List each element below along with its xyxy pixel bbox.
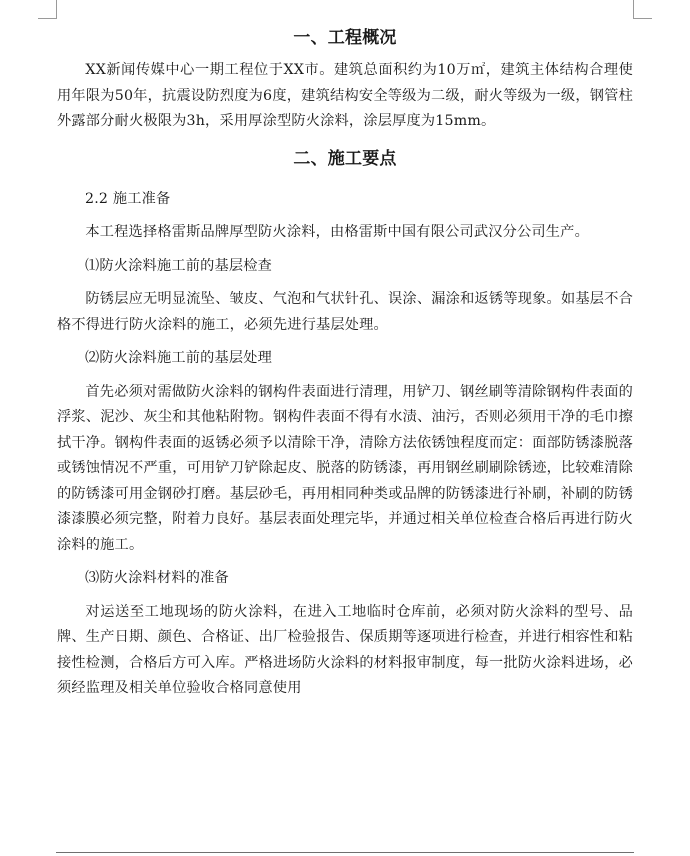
item-3-heading: ⑶防火涂料材料的准备 [85, 570, 229, 586]
crop-mark-top-right-vertical [633, 0, 634, 18]
section-1-paragraph: XX新闻传媒中心一期工程位于XX市。建筑总面积约为10万㎡，建筑主体结构合理使用年限为50年，抗震设防烈度为6度，建筑结构安全等级为二级，耐火等级为一级，钢管柱外露部分耐火极限为3h，采用厚涂型防火涂料，涂层厚度为15mm。 [57, 62, 633, 129]
crop-mark-top-left-vertical [56, 0, 57, 18]
section-2-heading: 二、施工要点 [293, 148, 397, 169]
item-1-heading: ⑴防火涂料施工前的基层检查 [85, 257, 273, 274]
paragraph-base-check: 防锈层应无明显流坠、皱皮、气泡和气状针孔、误涂、漏涂和返锈等现象。如基层不合格不得进行防火涂料的施工，必须先进行基层处理。 [57, 291, 633, 333]
item-2-heading: ⑵防火涂料施工前的基层处理 [85, 350, 273, 366]
paragraph-base-treatment: 首先必须对需做防火涂料的钢构件表面进行清理，用铲刀、钢丝刷等清除钢构件表面的浮浆、泥沙、灰尘和其他粘附物。钢构件表面不得有水渍、油污，否则必须用干净的毛巾擦拭干净。钢构件表面的返锈必须予以清除干净，清除方法依锈蚀程度而定：面部防锈漆脱落或锈蚀情况不严重，可用铲刀铲除起皮、脱落的防锈漆，再用钢丝刷刷除锈迹，比较难清除的防锈漆可用金钢砂打磨。基层砂毛，再用相同种类或品牌的防锈漆进行补刷，补刷的防锈漆漆膜必须完整，附着力良好。基层表面处理完毕，并通过相关单位检查合格后再进行防火涂料的施工。 [57, 383, 633, 553]
crop-mark-top-left-horizontal [38, 18, 57, 19]
crop-mark-top-right-horizontal [633, 18, 652, 19]
page-bottom-border [56, 852, 634, 853]
paragraph-material-prep: 对运送至工地现场的防火涂料，在进入工地临时仓库前，必须对防火涂料的型号、品牌、生产日期、颜色、合格证、出厂检验报告、保质期等逐项进行检查，并进行相容性和粘接性检测，合格后方可入库。严格进场防火涂料的材料报审制度，每一批防火涂料进场，必须经监理及相关单位验收合格同意使用 [57, 603, 633, 696]
subsection-2-2-heading: 2.2 施工准备 [85, 190, 171, 207]
document-body [57, 22, 633, 702]
section-1-heading: 一、工程概况 [293, 28, 397, 48]
paragraph-brand: 本工程选择格雷斯品牌厚型防火涂料，由格雷斯中国有限公司武汉分公司生产。 [85, 224, 589, 240]
